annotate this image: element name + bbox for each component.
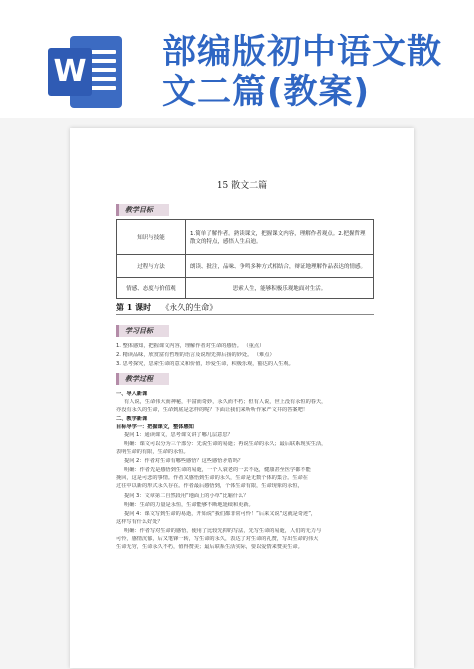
answer-line: 生命无穷，生命永久不朽，值得赞美；最后联系生活实际，要以爱情来赞美生命。 bbox=[116, 544, 303, 550]
lesson-heading bbox=[116, 302, 217, 313]
section-heading: 一、导入新课 bbox=[116, 391, 148, 397]
question: 提问 3：文章第二自然段用“地面上的小草”比喻什么？ bbox=[124, 493, 249, 499]
answer-line: 明确：生命的力量是永恒，生命能够不断地延续和更新。 bbox=[124, 502, 254, 508]
goals-row-label: 知识与技能 bbox=[117, 220, 186, 255]
goal-item: 2. 精读品味，欣赏富有哲理的语言及说理先抑后扬的妙处。 （难点） bbox=[116, 352, 275, 358]
answer-line: 表明生命的有限，生命的永恒。 bbox=[116, 449, 189, 455]
study-goals-ribbon bbox=[116, 325, 169, 337]
lesson-title: 《永久的生命》 bbox=[161, 303, 218, 312]
process-heading: 教学过程 bbox=[125, 374, 153, 383]
question: 提问 4：课文写到生命的易逝，开始说“我们都非常可怜！”后来又说“这就是奇迹”， bbox=[124, 511, 317, 517]
chapter-heading: 15 散文二篇 bbox=[216, 181, 268, 191]
goals-row-text: 思索人生，能够积极乐观地面对生活。 bbox=[186, 278, 374, 299]
study-goals-heading: 学习目标 bbox=[125, 326, 153, 335]
goals-row-label: 过程与方法 bbox=[117, 255, 186, 278]
goals-row bbox=[117, 220, 374, 255]
question: 提问 1：通读课文，思考课文讲了哪几层意思？ bbox=[124, 432, 233, 438]
process-ribbon bbox=[116, 373, 169, 385]
goals-ribbon bbox=[116, 204, 169, 216]
paragraph-line: 亦没有永久的生命，生命到底是怎样的呢？下面让我们来听听作家严文井的答案吧！ bbox=[116, 407, 308, 413]
answer-line: 过往中以新的形式永久存在。作者最后感悟到，个体生命有限，生命现象的永恒， bbox=[116, 483, 303, 489]
goals-row-text: 朗读、批注，品味、争鸣多种方式相结合，辩证地理解作品表达的情感。 bbox=[186, 255, 374, 278]
word-document-icon bbox=[48, 36, 122, 108]
goals-row bbox=[117, 278, 374, 299]
divider bbox=[116, 314, 374, 315]
section-heading: 二、教学新课 bbox=[116, 416, 148, 422]
answer-line: 明确：作者写对生命的感悟，使用了比较先抑的写法，先写生命的易逝，人们的无力与 bbox=[124, 528, 322, 534]
document-page bbox=[70, 128, 414, 668]
answer-line: 可怜，感情沉郁，后又笔锋一转，写生命的永久，表达了对生命的礼赞，写出生命的伟大 bbox=[116, 536, 319, 542]
answer-line: 明确：课文可以分为三个部分：先说生命的易逝；再说生命的永久；最后联系现实生活， bbox=[124, 441, 327, 447]
document-title-line2: 文二篇(教案) bbox=[162, 72, 371, 112]
goal-item: 3. 思考探究，思索生命的意义和价值，珍爱生命，积极乐观，豁达的人生观。 bbox=[116, 361, 294, 367]
question-cont: 这样写有什么好处？ bbox=[116, 519, 163, 525]
goals-table bbox=[116, 219, 374, 299]
answer-line: 明确：作者先是感悟到生命的易逝，一个人衰老的一去不返，健康甚至医学都不能 bbox=[124, 467, 311, 473]
banner bbox=[0, 0, 474, 118]
goals-row-text: 1.简单了解作者。熟读课文，把握课文内容，理解作者观点。2.把握哲理散文的特点，感悟人生启迪。 bbox=[186, 220, 374, 255]
goals-heading: 教学目标 bbox=[125, 205, 153, 214]
word-letter: W bbox=[48, 48, 92, 96]
goals-row-label: 情感、态度与价值观 bbox=[117, 278, 186, 299]
goal-subheading: 目标导学一：把握课文，整体感知 bbox=[116, 424, 194, 430]
answer-line: 挽回，这是可悲的事情。作者又感悟到生命的永久，生命是无数个体的集合。生命在 bbox=[116, 475, 308, 481]
goals-row bbox=[117, 255, 374, 278]
document-title-line1: 部编版初中语文散 bbox=[162, 32, 442, 72]
question: 提问 2：作者对生命有哪些感悟？这些感悟矛盾吗？ bbox=[124, 458, 244, 464]
lesson-number: 第 1 课时 bbox=[116, 302, 152, 312]
goal-item: 1. 整体感知，把握课文内容，理解作者对生命的感悟。 （重点） bbox=[116, 343, 265, 349]
paragraph-line: 有人说，生命伟大而神秘，丰富而奇妙，永久而不朽；但有人说，世上没有永恒的春天， bbox=[124, 399, 327, 405]
